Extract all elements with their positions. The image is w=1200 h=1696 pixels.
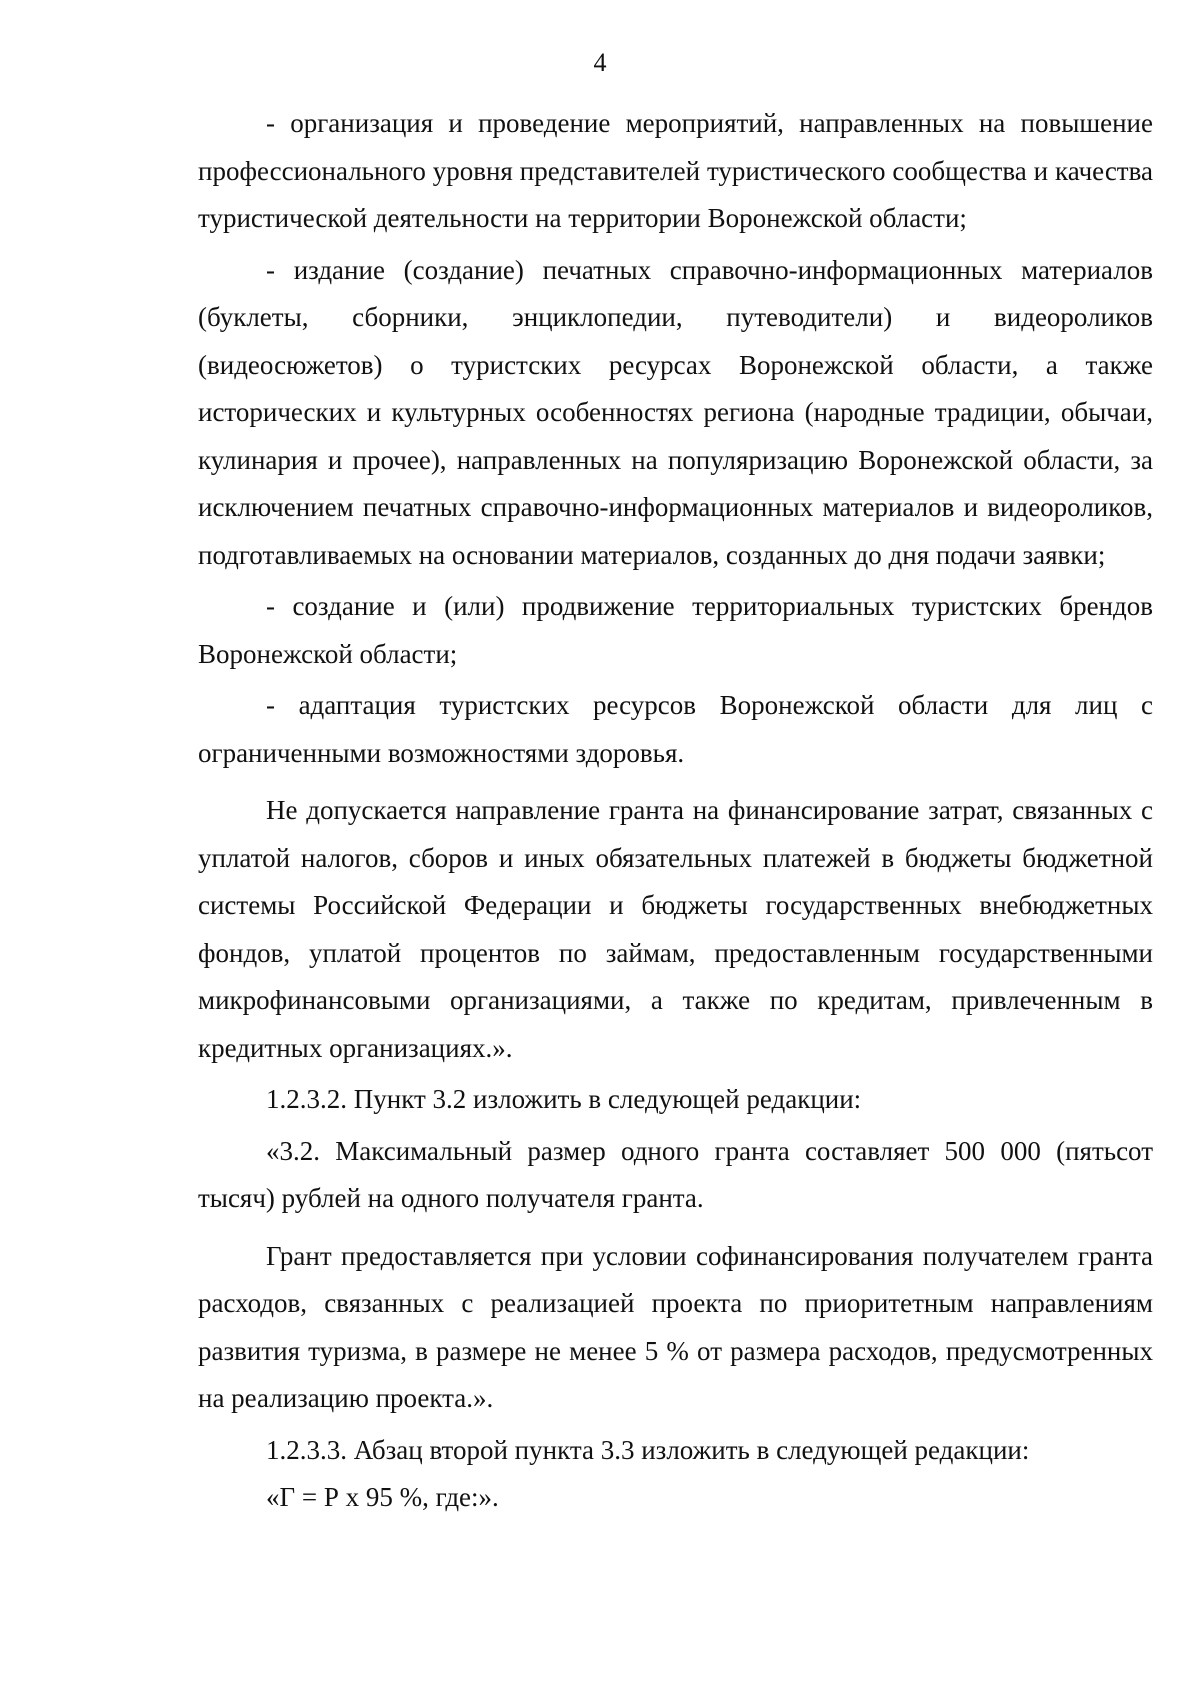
paragraph-clause-1-2-3-2: 1.2.3.2. Пункт 3.2 изложить в следующей редакции: xyxy=(266,1084,862,1114)
document-body xyxy=(198,100,1153,1522)
paragraph-cofinancing: Грант предоставляется при условии софинансирования получателем гранта расходов, связанных с реализацией проекта по приоритетным направлениям развития туризма, в размере не менее 5 % от размера расходов, предусмотренных на реализацию проекта.». xyxy=(198,1240,1153,1413)
paragraph-events: - организация и проведение мероприятий, направленных на повышение профессионального уровня представителей туристического сообщества и качества туристической деятельности на территории Воронежской области; xyxy=(198,108,1153,233)
paragraph-formula: «Г = Р х 95 %, где:». xyxy=(266,1482,499,1512)
paragraph-accessibility: - адаптация туристских ресурсов Воронежской области для лиц с ограниченными возможностями здоровья. xyxy=(198,690,1153,768)
paragraph-restrictions: Не допускается направление гранта на финансирование затрат, связанных с уплатой налогов, сборов и иных обязательных платежей в бюджеты бюджетной системы Российской Федерации и бюджеты государственных внебюджетных фондов, уплатой процентов по займам, предоставленным государственными микрофинансовыми организациями, а также по кредитам, привлеченным в кредитных организациях.». xyxy=(198,795,1153,1063)
paragraph-publishing: - издание (создание) печатных справочно-информационных материалов (буклеты, сборники, энциклопедии, путеводители) и видеороликов (видеосюжетов) о туристских ресурсах Воронежской области, а также исторических и культурных особенностях региона (народные традиции, обычаи, кулинария и прочее), направленных на популяризацию Воронежской области, за исключением печатных справочно-информационных материалов и видеороликов, подготавливаемых на основании материалов, созданных до дня подачи заявки; xyxy=(198,254,1153,570)
page-number: 4 xyxy=(593,48,607,77)
paragraph-clause-1-2-3-3: 1.2.3.3. Абзац второй пункта 3.3 изложить в следующей редакции: xyxy=(266,1434,1030,1465)
paragraph-max-grant: «3.2. Максимальный размер одного гранта составляет 500 000 (пятьсот тысяч) рублей на одного получателя гранта. xyxy=(198,1135,1153,1213)
paragraph-brands: - создание и (или) продвижение территориальных туристских брендов Воронежской области; xyxy=(198,591,1153,669)
